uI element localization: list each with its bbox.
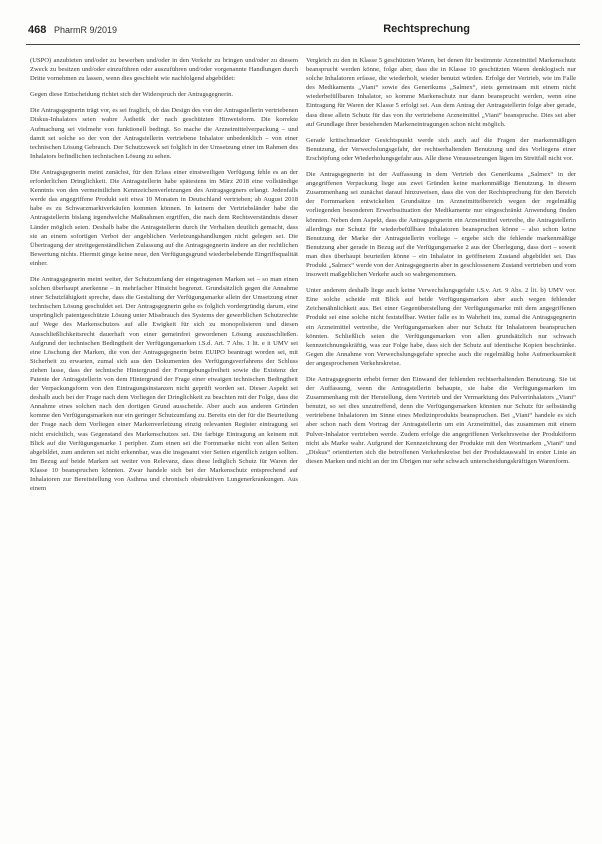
page-header <box>26 18 580 45</box>
paragraph: Die Antragsgegnerin ist der Auffassung in dem Vertrieb des Generikums „Salmex“ in der angegriffenen Verpackung liege aus zwei Gründen keine markenmäßige Benutzung. In diesem Zusammenhang sei zunächst darauf hinzuweisen, dass die von der Rechtsprechung für den Bereich der Formmarken entwickelten Grundsätze im Arzneimittelbereich wegen der regelmäßig vorliegenden besonderen Erwerbssituation der Medikamente nur eingeschränkt Anwendung finden könnten. Neben dem Aspekt, dass die Antragsgegnerin ein Arzneimittel vertreibe, die Antragstellerin allerdings nur Schutz für wiederbefüllbare Inhalatoren beanspruchen könne – also schon keine Benutzung der Marke der Antragstellerin vorliege – ergebe sich die fehlende markenmäßige Benutzung aber gerade in Bezug auf die Verfügungsmarke 2 aus der Überlegung, dass dort – soweit man dies überhaupt beurteilen könne – ein Inhalator in geöffnetem Zustand abgebildet sei. Das Produkt „Salmex“ werde von der Antragsgegnerin aber in geschlossenem Zustand vertrieben und vom insoweit maßgeblichen Verkehr auch so wahrgenommen. <box>306 171 576 279</box>
paragraph: Gerade kritischmarkter Gesichtspunkt werde sich auch auf die Fragen der markenmäßigen Benutzung, der Verwechslungsgefahr, der rechtserhaltenden Benutzung und des Vorliegens einer Erschöpfung oder Wiederholungsgefahr aus. Alle diese Voraussetzungen lägen im Streitfall nicht vor. <box>306 136 576 162</box>
right-column <box>306 56 576 826</box>
paragraph: Vergleich zu den in Klasse 5 geschützten Waren, bei denen für bestimmte Arzneimittel Markenschutz beansprucht werden könne, folge aber, dass die in Klasse 10 geschützten Waren denklogisch nur solche Inhalatoren erfasse, die wiederholt, wieder benutzt würden. Erfolge der Vertrieb, wie im Falle des Medikaments „Viani“ sowie des Generikums „Salmex“, stets gemeinsam mit einem nicht wiederbefüllbaren Inhalator, so komme Markenschutz nur dann beansprucht werden, wenn eine Eintragung für Waren der Klasse 5 erfolgt sei. Aus dem Antrag der Antragstellerin folge aber gerade, dass diese allein Schutz für das von ihr vertriebene Arzneimittel „Viani“ beanspruche. Dies sei aber auf Grundlage ihrer bestehenden Markeneintragungen schon nicht möglich. <box>306 57 576 128</box>
paragraph: Gegen diese Entscheidung richtet sich der Widerspruch der Antragsgegnerin. <box>30 91 234 99</box>
journal-reference: PharmR 9/2019 <box>54 25 118 35</box>
left-column <box>30 56 298 826</box>
paragraph: Die Antragsgegnerin erhebt ferner den Einwand der fehlenden rechtserhaltenden Benutzung. Sie ist der Auffassung, wenn die Antragstellerin behaupte, sie habe die Verfügungsmarken im Zusammenhang mit der Herstellung, dem Vertrieb und der Vermarktung des Pulverinhalators „Viani“ benutzt, so sei dies unzutreffend, denn die Verfügungsmarken könnten nur Schutz für selbständig vertriebene Inhalatoren im Sinne eines Medizinprodukts beanspruchen. Bei „Viani“ handele es sich aber schon nach dem Vortrag der Antragstellerin um ein Arzneimittel, das zusammen mit einem Pulver-Inhalator vertrieben werde. Zudem erfolge die angegriffenen Verkehrsweise der Produktform nicht als Marke wahr. Aufgrund der Kennzeichnung der Produkte mit den Wortmarken „Viani“ und „Diskus“ orientierten sich die betroffenen Verkehrskreise bei der Produktauswahl in erster Linie an diesen Marken und nicht an der im Übrigen nur sehr schwach unterscheidungskräftigen Warenform. <box>306 376 576 465</box>
paragraph: Die Antragsgegnerin trägt vor, es sei fraglich, ob das Design des von der Antragstellerin vertriebenen Diskus-Inhalators seien wahre Ästhetik der nach geschützten Hinweisform. Die korrekte Aufmachung sei vielmehr von funktionell bedingt. So mache die Arzneimittelverpackung – und damit sei solche so der von der Antragstellerin vertriebene Inhalator unbedenklich – von einer technischen Lösung Gebrauch. Der Schutzzweck sei folglich in der Umsetzung einer im Rahmen des Inhalators befindlichen technischen Lösung zu sehen. <box>30 107 298 160</box>
page-number: 468 <box>28 24 47 36</box>
paragraph: (USPO) anzubieten und/oder zu bewerben und/oder in den Verkehr zu bringen und/oder zu diesem Zweck zu besitzen und/oder einzuführen oder auszuführen und/oder vorgenannte Handlungen durch Dritte vornehmen zu lassen, wenn dies geschieht wie nachfolgend abgebildet: <box>30 57 298 83</box>
section-title: Rechtsprechung <box>383 23 470 35</box>
paragraph: Die Antragsgegnerin meint zunächst, für den Erlass einer einstweiligen Verfügung fehle es an der erforderlichen Dringlichkeit. Die Antragstellerin habe spätestens im März 2018 eine vollständige Kenntnis von den vermeintlichen Kennzeichenverletzungen des Antragsgegners erlangt. Jedenfalls werde das angegriffene Produkt seit etwa 10 Monaten in Deutschland vertrieben; ab August 2018 habe es zu Schwarzmarktverkäufen kommen können. In keinem der Vertriebsländer habe die Antragstellerin bislang irgendwelche Maßnahmen ergriffen, die nach dem Rechtsverständnis dieser Länder möglich seien. Deshalb habe die Antragstellerin durch ihr Verhalten deutlich gemacht, dass sie an einem sofortigen Verbot der angeblichen Verletzungshandlungen nicht gelegen sei. Die Übertragung der streitgegenständlichen Zulassung auf die Antragsgegnerin ändere an der rechtlichen Bewertung nichts. Hiermit ginge keine neue, den Verfügungsgrund wiederbelebende Eingriffsqualität einher. <box>30 168 298 267</box>
paragraph: Die Antragsgegnerin meint weiter, der Schutzumfang der eingetragenen Marken sei – so man einen solchen überhaupt anerkenne – in mehrfacher Hinsicht begrenzt. Grundsätzlich gegen die Annahme einer Schutzfähigkeit spreche, dass die Gestaltung der Verfügungsmarke allein der Umsetzung einer technischen Lösung geschuldet sei. Der Antragsgegnerin gehe es folglich vordergründig darum, eine ursprünglich patentgeschützte Lösung unter Missbrauch des Systems der gewerblichen Schutzrechte auf Wege des Markenschutzes auf alle Ewigkeit für sich zu monopolisieren und diesen Ausschließlichkeitsrecht dauerhaft von einer gemeinfrei gewordenen Lösung auszuschließen. Aufgrund der technischen Bedingtheit der Verfügungsmarken i.S.d. Art. 7 Abs. 1 lit. e ii UMV sei eine Löschung der Marken, die von der Antragsgegnerin beim EUIPO beantragt worden sei, mit Sicherheit zu erwarten, zumal sich aus den Dokumenten des Verfügungsverfahrens der Schluss ziehen lasse, dass der technische Hintergrund der Formgebungsfreiheit sowie die Existenz der Patente der Antragstellerin von dem Hintergrund der Frage einer etwaigen technischen Bedingtheit der Verpackungsform von den Eintragungsinstanzen nicht geprüft worden sei. Dieser Aspekt sei deshalb auch bei der Frage nach dem Vorliegen der Dringlichkeit zu beachten mit der Folge, dass die Annahme eines solchen nach den dortigen Grund ausscheide. Aber auch aus anderen Gründen komme den Verfügungsmarken nur ein geringer Schutzumfang zu. Bereits ein der für die Beurteilung der Frage nach dem Vorliegen einer Markenverletzung einzig relevanten Register eintragung sei nicht ersichtlich, was Gegenstand des Markenschutzes sei. Die farbige Eintragung an keinem mit Blick auf die Verfügungsmarke 1 peripher. Zum einen sei die Formmarke nicht von allen Seiten abgebildet, zum anderen sei nicht erkennbar, was die insgesamt vier Seiten eigentlich zeigen sollten. Im Bezug auf beide Marken sei weiter von Relevanz, dass diese lediglich Schutz für Waren der Klasse 10 beanspruchen könnten. Zwar handele sich bei der Markenschutz entsprechend auf Inhalatoren zur Bereitstellung von Asthma und chronisch obstruktiven Lungenerkrankungen. Aus einem <box>30 275 298 493</box>
paragraph: Unter anderem deshalb liege auch keine Verwechslungsgefahr i.S.v. Art. 9 Abs. 2 lit. b) UMV vor. Eine solche scheide mit Blick auf beide Verfügungsmarken aber auch wegen fehlender Zeichenähnlichkeit aus. Bei einer Gegenüberstellung der Verfügungsmarke mit dem angegriffenen Produkt sei eine solche nicht feststellbar. Weiter falle es in Wahrheit ins, zumal die Antragsgegnerin ein Arzneimittel vertreibe, die Verfügungsmarken aber nur Schutz für Inhalatoren beanspruchen könnten. Schließlich seien die Verfügungsmarken von allen grundsätzlich nur schwach kennzeichnungskräftig, was zur Folge habe, dass sich der Schutz auf identische Kopien beschränke. Gegen die Annahme von Verwechslungsgefahr spreche auch die regelmäßig hohe Aufmerksamkeit der angesprochenen Verkehrskreise. <box>306 287 576 367</box>
